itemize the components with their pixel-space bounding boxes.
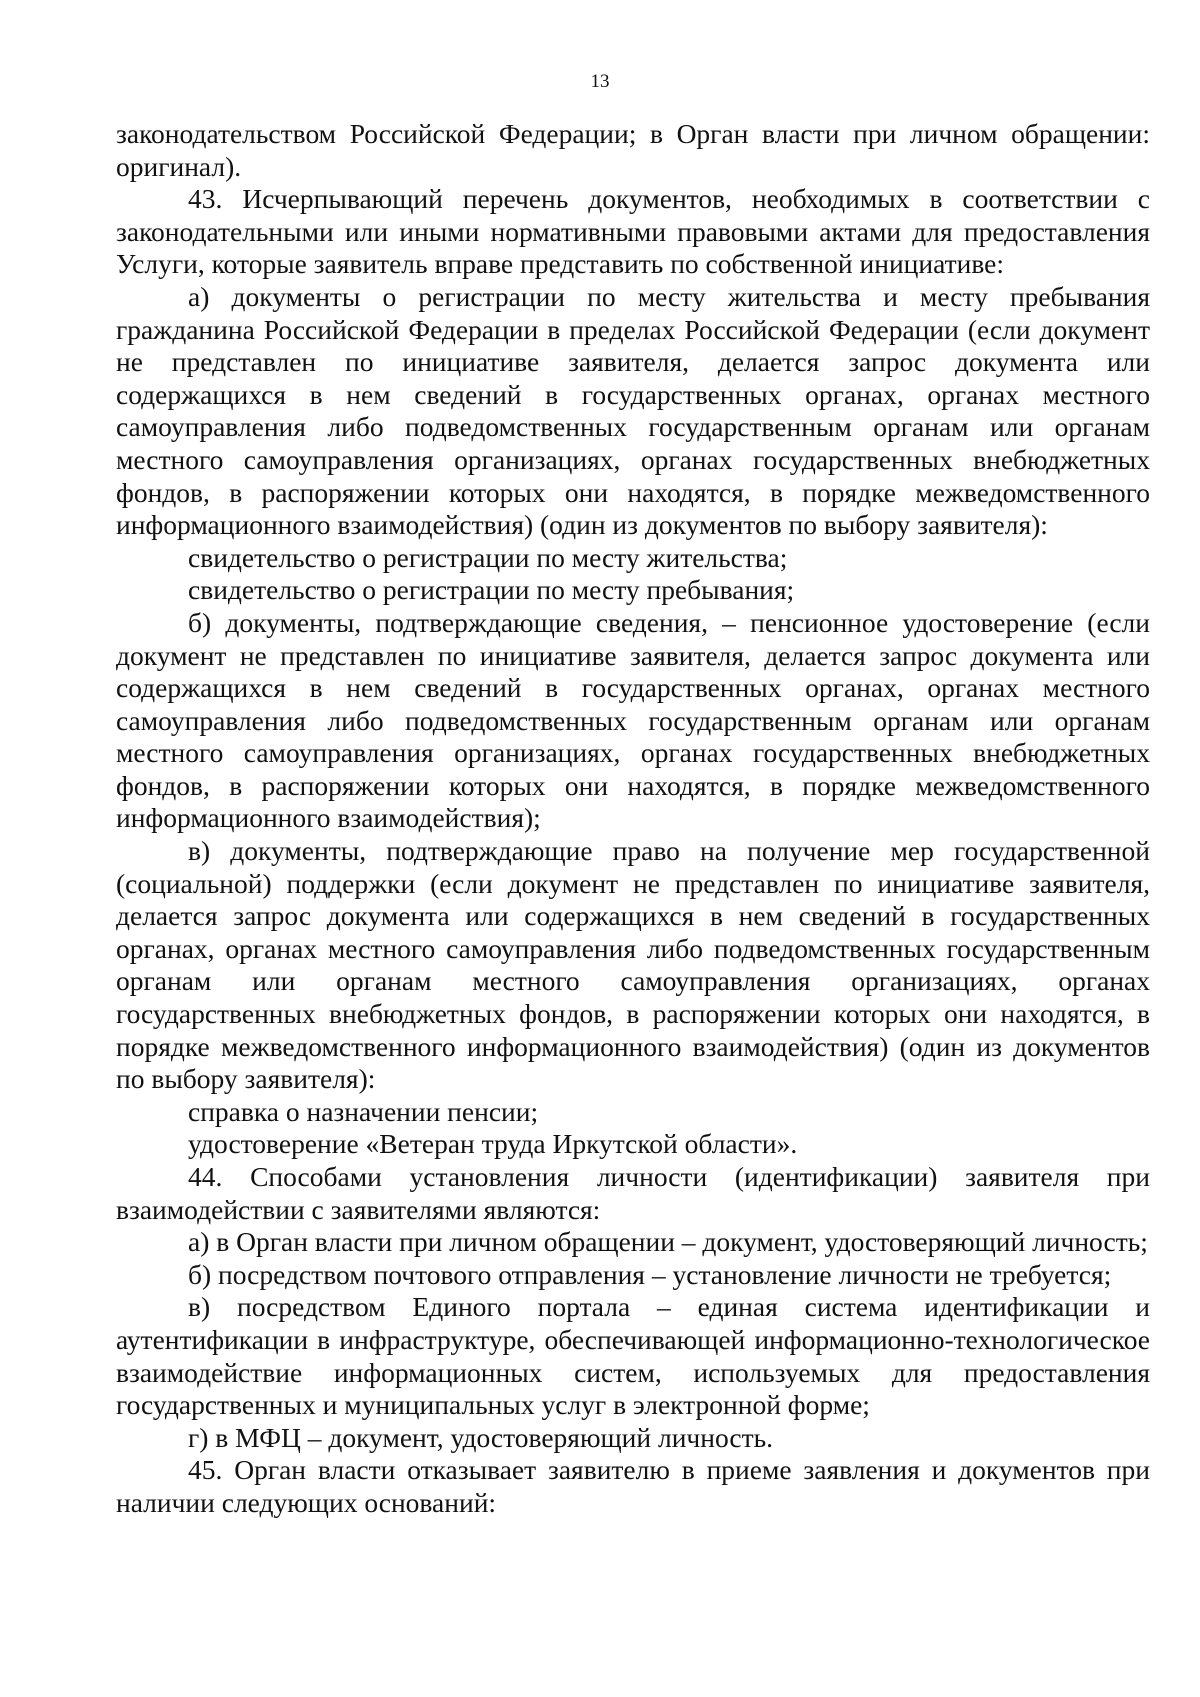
paragraph: г) в МФЦ – документ, удостоверяющий личность.: [188, 1421, 774, 1453]
paragraph: а) в Орган власти при личном обращении – документ, удостоверяющий личность;: [188, 1226, 1148, 1258]
paragraph: в) документы, подтверждающие право на получение мер государственной (социальной) поддержки (если документ не представлен по инициативе заявителя, делается запрос документа или содержащихся в нем сведений в государственных органах, органах местного самоуправления либо подведомственных государственным органам или органам местного самоуправления организациях, органах государственных внебюджетных фондов, в распоряжении которых они находятся, в порядке межведомственного информационного взаимодействия) (один из документов по выбору заявителя):: [116, 835, 1150, 1095]
list-item: удостоверение «Ветеран труда Иркутской области».: [188, 1128, 798, 1160]
document-body: [116, 118, 1150, 1520]
paragraph: б) документы, подтверждающие сведения, – пенсионное удостоверение (если документ не представлен по инициативе заявителя, делается запрос документа или содержащихся в нем сведений в государственных органах, органах местного самоуправления либо подведомственных государственным органам или органам местного самоуправления организациях, органах государственных внебюджетных фондов, в распоряжении которых они находятся, в порядке межведомственного информационного взаимодействия);: [116, 606, 1150, 834]
paragraph: в) посредством Единого портала – единая система идентификации и аутентификации в инфраструктуре, обеспечивающей информационно-технологическое взаимодействие информационных систем, используемых для предоставления государственных и муниципальных услуг в электронной форме;: [116, 1291, 1150, 1421]
list-item: справка о назначении пенсии;: [188, 1095, 539, 1127]
list-item: свидетельство о регистрации по месту жительства;: [188, 541, 788, 573]
paragraph: а) документы о регистрации по месту жительства и месту пребывания гражданина Российской Федерации в пределах Российской Федерации (если документ не представлен по инициативе заявителя, делается запрос документа или содержащихся в нем сведений в государственных органах, органах местного самоуправления либо подведомственных государственным органам или органам местного самоуправления организациях, органах государственных внебюджетных фондов, в распоряжении которых они находятся, в порядке межведомственного информационного взаимодействия) (один из документов по выбору заявителя):: [116, 280, 1150, 541]
paragraph: законодательством Российской Федерации; в Орган власти при личном обращении: оригинал).: [116, 118, 1150, 182]
paragraph: 43. Исчерпывающий перечень документов, необходимых в соответствии с законодательными или иными нормативными правовыми актами для предоставления Услуги, которые заявитель вправе представить по собственной инициативе:: [116, 183, 1150, 280]
paragraph: б) посредством почтового отправления – установление личности не требуется;: [188, 1258, 1112, 1290]
page-number: 13: [590, 71, 610, 92]
list-item: свидетельство о регистрации по месту пребывания;: [188, 574, 795, 606]
paragraph: 44. Способами установления личности (идентификации) заявителя при взаимодействии с заявителями являются:: [116, 1161, 1150, 1225]
paragraph: 45. Орган власти отказывает заявителю в приеме заявления и документов при наличии следующих оснований:: [116, 1454, 1150, 1518]
